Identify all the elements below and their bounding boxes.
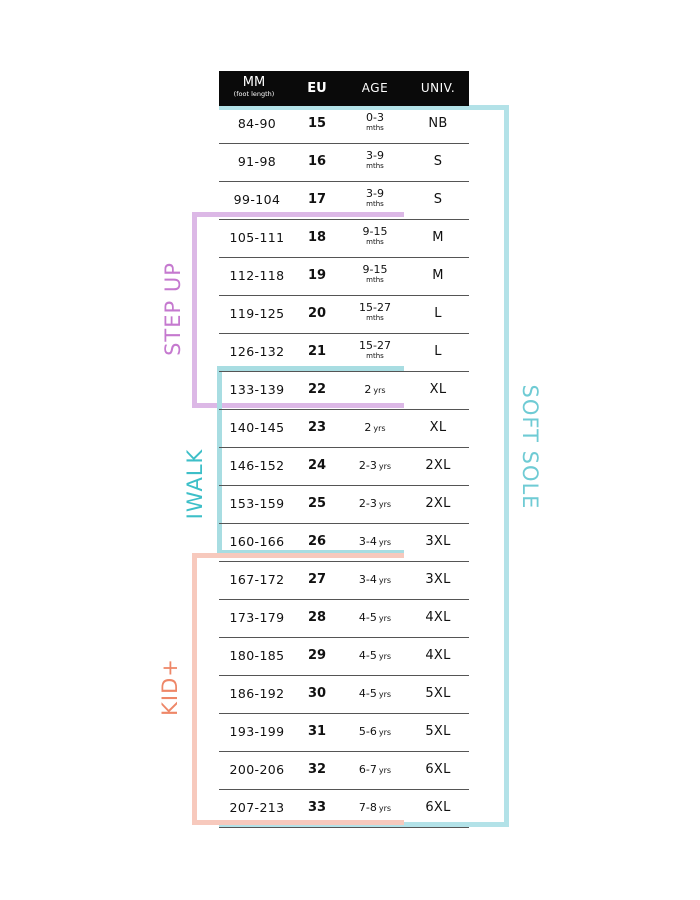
universal-size-cell: 2XL — [425, 496, 451, 511]
age-cell — [349, 409, 401, 447]
table-row — [219, 599, 469, 638]
eu-size-cell: 20 — [307, 306, 327, 321]
foot-length-cell: 99-104 — [233, 192, 281, 207]
age-unit: mths — [366, 238, 384, 246]
eu-size-cell: 28 — [307, 610, 327, 625]
foot-length-cell: 180-185 — [229, 648, 285, 663]
header-mm-sublabel: (foot length) — [233, 90, 275, 98]
eu-size-cell: 32 — [307, 762, 327, 777]
universal-size-cell: 5XL — [425, 686, 451, 701]
table-row — [219, 713, 469, 752]
age-value: 3-9 — [366, 149, 384, 162]
foot-length-cell: 126-132 — [229, 344, 285, 359]
age-value: 2 — [364, 383, 372, 396]
eu-size-cell: 21 — [307, 344, 327, 359]
foot-length-cell: 105-111 — [229, 230, 285, 245]
eu-size-cell: 25 — [307, 496, 327, 511]
eu-size-cell: 22 — [307, 382, 327, 397]
header-mm — [219, 71, 289, 106]
eu-size-cell: 29 — [307, 648, 327, 663]
table-row — [219, 143, 469, 182]
foot-length-cell: 207-213 — [229, 800, 285, 815]
universal-size-cell: 5XL — [425, 724, 451, 739]
age-cell — [349, 599, 401, 637]
universal-size-cell: XL — [429, 382, 447, 397]
foot-length-cell: 146-152 — [229, 458, 285, 473]
foot-length-cell: 173-179 — [229, 610, 285, 625]
eu-size-cell: 16 — [307, 154, 327, 169]
eu-size-cell: 33 — [307, 800, 327, 815]
eu-size-cell: 31 — [307, 724, 327, 739]
age-unit: mths — [366, 200, 384, 208]
eu-size-cell: 23 — [307, 420, 327, 435]
age-value: 9-15 — [362, 263, 388, 276]
age-unit: yrs — [378, 462, 392, 471]
age-value: 7-8 — [358, 801, 377, 814]
age-value: 15-27 — [359, 301, 391, 314]
age-unit: yrs — [378, 538, 392, 547]
foot-length-cell: 140-145 — [229, 420, 285, 435]
age-cell — [349, 143, 401, 181]
step-up-label: STEP UP — [161, 262, 185, 356]
foot-length-cell: 84-90 — [237, 116, 277, 131]
age-cell — [349, 333, 401, 371]
age-unit: mths — [366, 124, 384, 132]
age-unit: yrs — [378, 690, 392, 699]
eu-size-cell: 19 — [307, 268, 327, 283]
age-value: 4-5 — [358, 649, 377, 662]
eu-size-cell: 17 — [307, 192, 327, 207]
eu-size-cell: 24 — [307, 458, 327, 473]
age-value: 3-4 — [358, 573, 377, 586]
age-value: 6-7 — [358, 763, 377, 776]
eu-size-cell: 15 — [307, 116, 327, 131]
universal-size-cell: S — [433, 192, 443, 207]
table-row — [219, 485, 469, 524]
foot-length-cell: 91-98 — [237, 154, 277, 169]
foot-length-cell: 119-125 — [229, 306, 285, 321]
age-value: 2 — [364, 421, 372, 434]
header-univ: UNIV. — [420, 81, 456, 95]
age-value: 5-6 — [358, 725, 377, 738]
table-row — [219, 523, 469, 562]
age-value: 15-27 — [359, 339, 391, 352]
age-cell — [349, 371, 401, 409]
age-cell — [349, 523, 401, 561]
age-cell — [349, 713, 401, 751]
age-cell — [349, 751, 401, 789]
eu-size-cell: 30 — [307, 686, 327, 701]
age-value: 9-15 — [362, 225, 388, 238]
table-row — [219, 371, 469, 410]
foot-length-cell: 112-118 — [229, 268, 285, 283]
table-row — [219, 333, 469, 372]
table-row — [219, 219, 469, 258]
foot-length-cell: 186-192 — [229, 686, 285, 701]
age-unit: yrs — [378, 652, 392, 661]
age-unit: yrs — [378, 804, 392, 813]
table-row — [219, 751, 469, 790]
universal-size-cell: 3XL — [425, 534, 451, 549]
universal-size-cell: 3XL — [425, 572, 451, 587]
age-value: 2-3 — [358, 459, 377, 472]
table-row — [219, 789, 469, 828]
foot-length-cell: 193-199 — [229, 724, 285, 739]
age-value: 4-5 — [358, 611, 377, 624]
header-mm-label: MM — [242, 75, 266, 90]
age-cell — [349, 295, 401, 333]
universal-size-cell: S — [433, 154, 443, 169]
kid-plus-label: KID+ — [158, 658, 182, 716]
age-unit: yrs — [378, 766, 392, 775]
universal-size-cell: L — [434, 306, 442, 321]
age-unit: yrs — [378, 614, 392, 623]
age-cell — [349, 485, 401, 523]
universal-size-cell: 4XL — [425, 648, 451, 663]
header-age: AGE — [361, 81, 389, 95]
table-row — [219, 447, 469, 486]
age-cell — [349, 447, 401, 485]
age-cell — [349, 561, 401, 599]
age-unit: mths — [366, 314, 384, 322]
universal-size-cell: L — [434, 344, 442, 359]
age-unit: yrs — [373, 424, 386, 433]
age-unit: yrs — [373, 386, 386, 395]
age-unit: yrs — [378, 500, 392, 509]
eu-size-cell: 26 — [307, 534, 327, 549]
iwalk-label: IWALK — [183, 448, 207, 520]
age-cell — [349, 257, 401, 295]
age-unit: mths — [366, 276, 384, 284]
table-row — [219, 409, 469, 448]
age-unit: yrs — [378, 728, 392, 737]
table-row — [219, 675, 469, 714]
size-table-header — [219, 71, 469, 106]
age-unit: yrs — [378, 576, 392, 585]
universal-size-cell: NB — [428, 116, 448, 131]
table-row — [219, 181, 469, 220]
universal-size-cell: 2XL — [425, 458, 451, 473]
universal-size-cell: 4XL — [425, 610, 451, 625]
header-eu: EU — [307, 81, 327, 96]
eu-size-cell: 18 — [307, 230, 327, 245]
universal-size-cell: M — [432, 230, 444, 245]
age-cell — [349, 219, 401, 257]
foot-length-cell: 133-139 — [229, 382, 285, 397]
age-cell — [349, 637, 401, 675]
age-value: 3-4 — [358, 535, 377, 548]
age-value: 4-5 — [358, 687, 377, 700]
foot-length-cell: 167-172 — [229, 572, 285, 587]
age-value: 3-9 — [366, 187, 384, 200]
universal-size-cell: 6XL — [425, 762, 451, 777]
foot-length-cell: 160-166 — [229, 534, 285, 549]
table-row — [219, 295, 469, 334]
eu-size-cell: 27 — [307, 572, 327, 587]
foot-length-cell: 200-206 — [229, 762, 285, 777]
universal-size-cell: 6XL — [425, 800, 451, 815]
foot-length-cell: 153-159 — [229, 496, 285, 511]
universal-size-cell: XL — [429, 420, 447, 435]
age-cell — [349, 181, 401, 219]
table-row — [219, 561, 469, 600]
table-row — [219, 257, 469, 296]
age-cell — [349, 675, 401, 713]
table-row — [219, 105, 469, 144]
age-value: 2-3 — [358, 497, 377, 510]
age-cell — [349, 789, 401, 827]
soft-sole-label: SOFT SOLE — [518, 384, 542, 510]
age-unit: mths — [366, 352, 384, 360]
age-value: 0-3 — [366, 111, 384, 124]
universal-size-cell: M — [432, 268, 444, 283]
table-row — [219, 637, 469, 676]
age-cell — [349, 105, 401, 143]
age-unit: mths — [366, 162, 384, 170]
